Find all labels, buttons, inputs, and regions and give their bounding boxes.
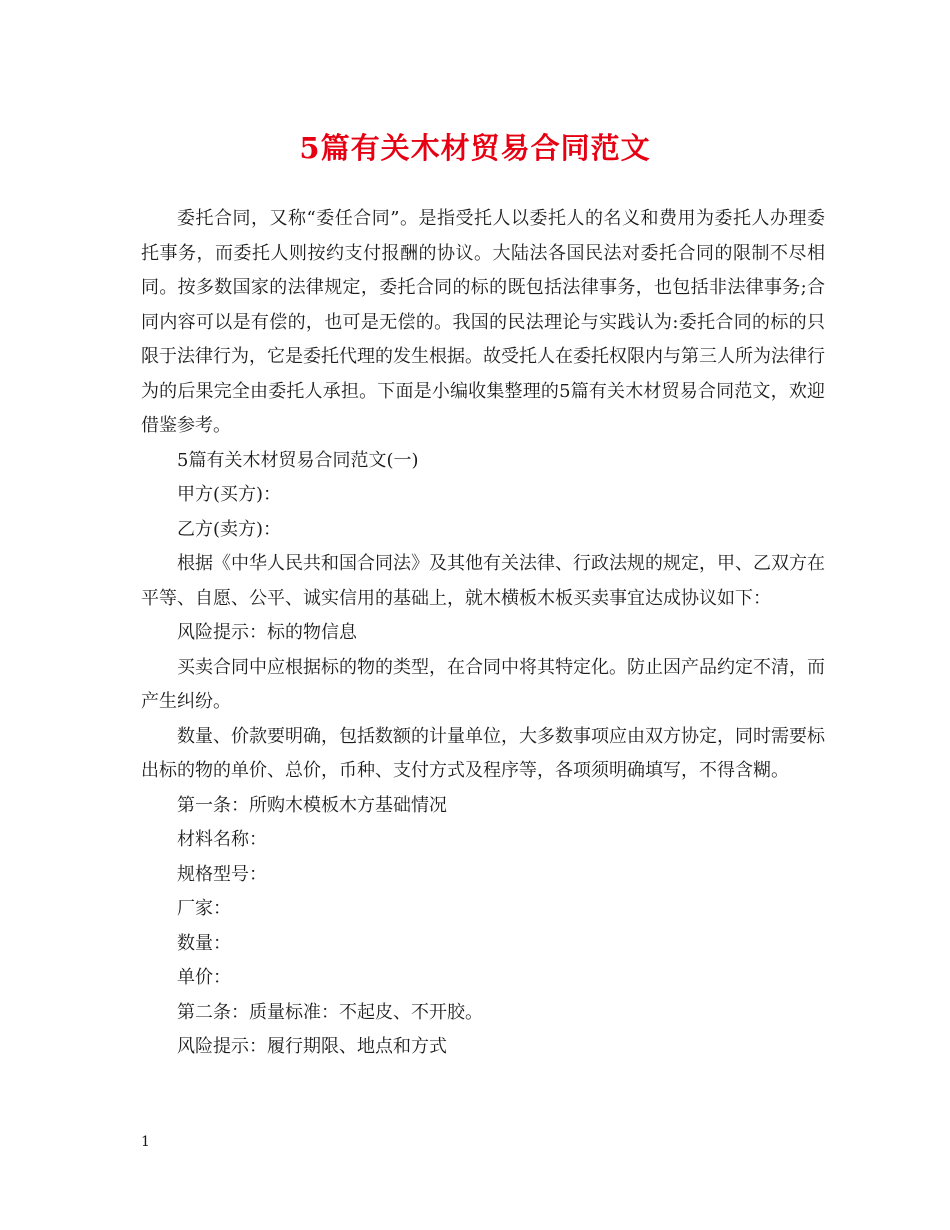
paragraph-article-two: 第二条：质量标准：不起皮、不开胶。	[177, 1001, 483, 1023]
paragraph-material-name: 材料名称：	[177, 829, 267, 850]
page-number: 1	[141, 1134, 150, 1150]
paragraph-unit-price: 单价：	[177, 967, 231, 988]
paragraph-section-heading: 5篇有关木材贸易合同范文(一)	[177, 449, 419, 471]
paragraph-party-a: 甲方(买方)：	[177, 484, 282, 505]
paragraph-spec-model: 规格型号：	[177, 863, 267, 885]
paragraph-basis: 根据《中华人民共和国合同法》及其他有关法律、行政法规的规定，甲、乙双方在平等、自愿、公平、诚实信用的基础上，就木横板木板买卖事宜达成协议如下：	[141, 553, 825, 609]
paragraph-manufacturer: 厂家：	[177, 898, 231, 919]
paragraph-quantity: 数量：	[177, 932, 231, 954]
paragraph-intro: 委托合同，又称“委任合同”。是指受托人以委托人的名义和费用为委托人办理委托事务，而委托人则按约支付报酬的协议。大陆法各国民法对委托合同的限制不尽相同。按多数国家的法律规定，委托合同的标的既包括法律事务，也包括非法律事务;合同内容可以是有偿的，也可是无偿的。我国的民法理论与实践认为:委托合同的标的只限于法律行为，它是委托代理的发生根据。故受托人在委托权限内与第三人所为法律行为的后果完全由委托人承担。下面是小编收集整理的5篇有关木材贸易合同范文，欢迎借鉴参考。	[141, 208, 825, 436]
paragraph-risk-subject: 风险提示：标的物信息	[177, 622, 357, 643]
document-body	[141, 202, 825, 1065]
paragraph-subject-specific: 买卖合同中应根据标的物的类型，在合同中将其特定化。防止因产品约定不清，而产生纠纷。	[141, 656, 825, 712]
paragraph-risk-performance: 风险提示：履行期限、地点和方式	[177, 1036, 447, 1057]
document-title: 5篇有关木材贸易合同范文	[299, 131, 651, 165]
paragraph-article-one: 第一条：所购木模板木方基础情况	[177, 794, 447, 816]
paragraph-party-b: 乙方(卖方)：	[177, 518, 282, 540]
paragraph-quantity-price: 数量、价款要明确，包括数额的计量单位，大多数事项应由双方协定，同时需要标出标的物的单价、总价，币种、支付方式及程序等，各项须明确填写，不得含糊。	[141, 725, 825, 781]
